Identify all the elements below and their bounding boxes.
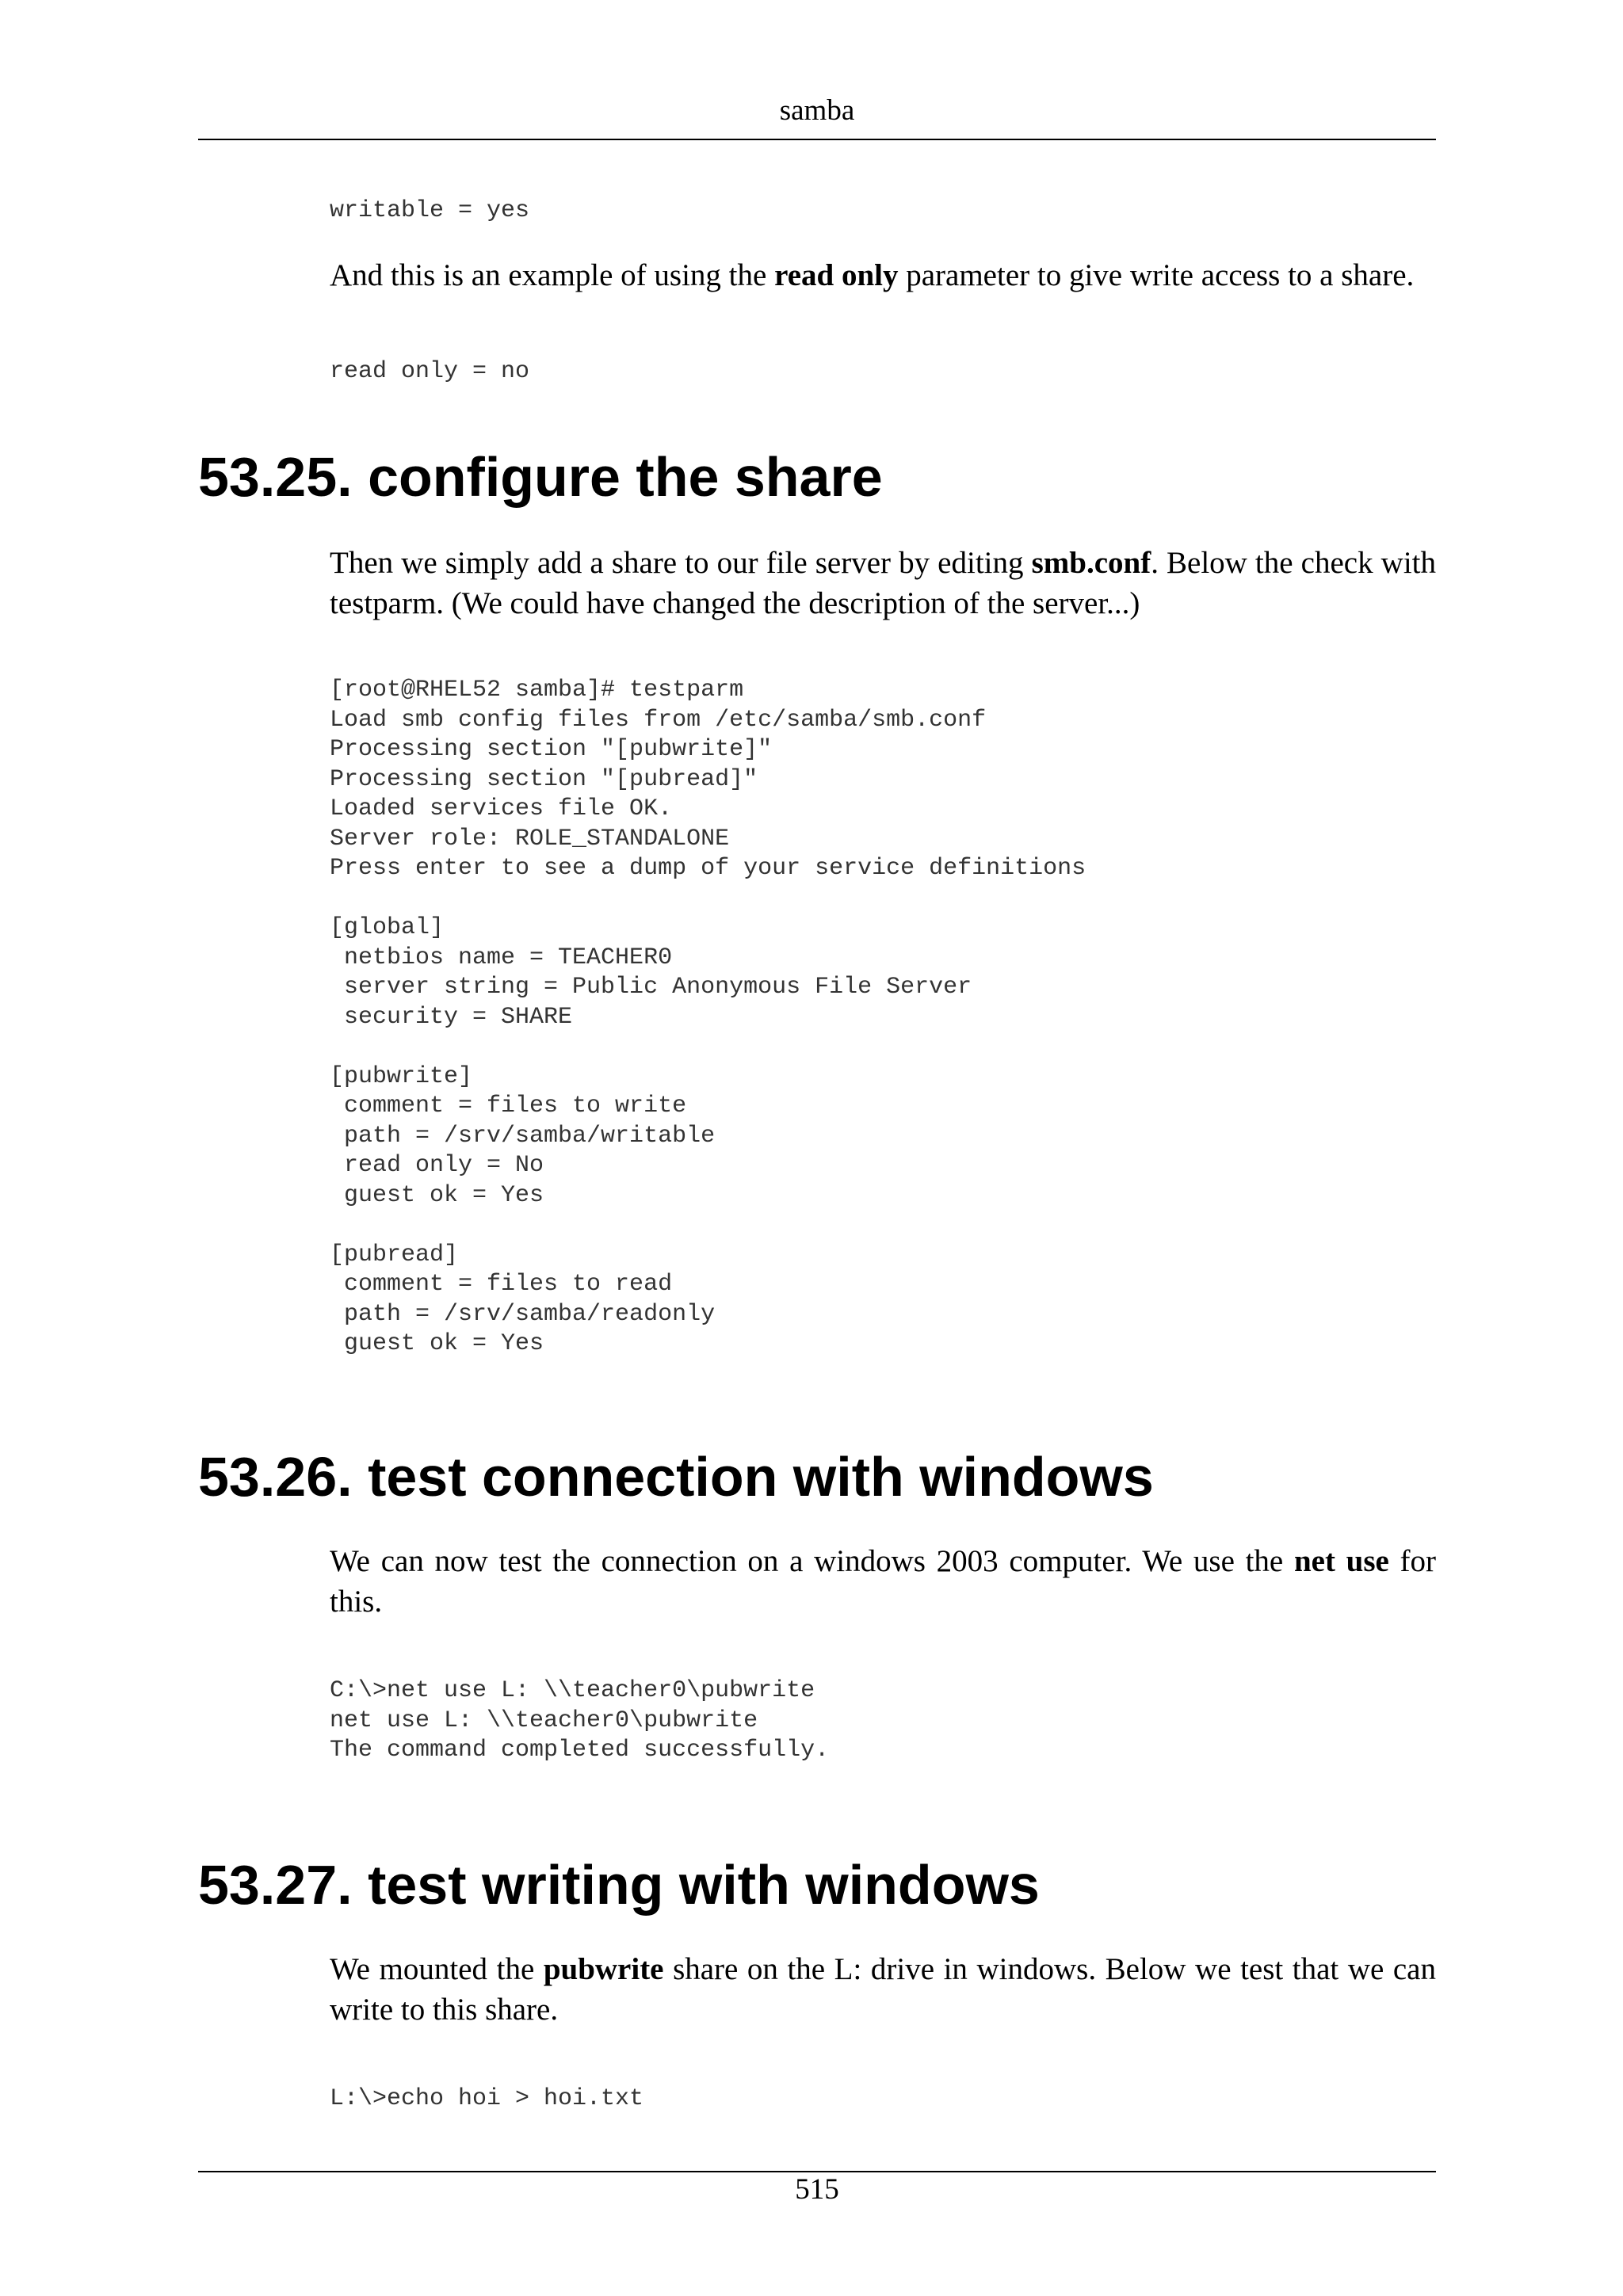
code-line: netbios name = TEACHER0 bbox=[330, 944, 673, 971]
code-line: C:\>net use L: \\teacher0\pubwrite bbox=[330, 1677, 815, 1704]
bold-term: read only bbox=[774, 258, 899, 292]
code-block-writable bbox=[330, 196, 1436, 227]
code-line: read only = no bbox=[330, 358, 530, 385]
text-run: . Below the check with testparm. (We could have changed the description of the server...) bbox=[330, 546, 1437, 620]
running-header: samba bbox=[779, 94, 855, 127]
code-block-echo bbox=[330, 2084, 1436, 2115]
code-block-read-only bbox=[330, 357, 1436, 387]
bold-term: net use bbox=[1293, 1544, 1389, 1578]
code-line: The command completed successfully. bbox=[330, 1737, 830, 1764]
code-line: path = /srv/samba/readonly bbox=[330, 1300, 716, 1328]
code-line: security = SHARE bbox=[330, 1003, 573, 1031]
text-run: We mounted the bbox=[330, 1952, 544, 1986]
text-run: parameter to give write access to a share. bbox=[898, 258, 1415, 292]
code-line bbox=[330, 1211, 1436, 1241]
code-line: path = /srv/samba/writable bbox=[330, 1122, 716, 1150]
code-line: L:\>echo hoi > hoi.txt bbox=[330, 2085, 644, 2112]
text-run: Then we simply add a share to our file server by editing bbox=[330, 546, 1032, 580]
text-run: for this. bbox=[330, 1544, 1437, 1619]
text-run: share on the L: drive in windows. Below we test that we can write to this share. bbox=[330, 1952, 1436, 2027]
paragraph-configure-share bbox=[330, 543, 1436, 624]
bold-term: pubwrite bbox=[543, 1952, 664, 1986]
code-block-net-use bbox=[330, 1676, 1436, 1766]
paragraph-test-connection bbox=[330, 1541, 1436, 1622]
code-line: comment = files to read bbox=[330, 1271, 673, 1298]
code-line: Loaded services file OK. bbox=[330, 795, 673, 822]
code-line: comment = files to write bbox=[330, 1093, 687, 1119]
text-run: And this is an example of using the bbox=[330, 258, 775, 292]
code-line: [pubwrite] bbox=[330, 1062, 473, 1090]
code-line: [global] bbox=[330, 914, 445, 941]
code-line: server string = Public Anonymous File Server bbox=[330, 974, 972, 1001]
code-line: Processing section "[pubread]" bbox=[330, 765, 758, 793]
code-line: read only = No bbox=[330, 1152, 544, 1179]
code-line: [root@RHEL52 samba]# testparm bbox=[330, 677, 744, 704]
code-line bbox=[330, 1032, 1436, 1062]
code-line: writable = yes bbox=[330, 197, 530, 224]
section-heading-53-25: 53.25. configure the share bbox=[198, 446, 883, 508]
bold-term: smb.conf bbox=[1031, 546, 1151, 580]
code-line: guest ok = Yes bbox=[330, 1181, 544, 1209]
code-block-testparm bbox=[330, 676, 1436, 1360]
code-line: guest ok = Yes bbox=[330, 1330, 544, 1357]
code-line: net use L: \\teacher0\pubwrite bbox=[330, 1707, 758, 1734]
code-line: Press enter to see a dump of your service definitions bbox=[330, 855, 1086, 882]
paragraph-read-only-example bbox=[330, 255, 1436, 296]
code-line bbox=[330, 884, 1436, 914]
section-heading-53-27: 53.27. test writing with windows bbox=[198, 1854, 1040, 1916]
text-run: We can now test the connection on a windows 2003 computer. We use the bbox=[330, 1544, 1294, 1578]
code-line: Processing section "[pubwrite]" bbox=[330, 736, 773, 763]
code-line: [pubread] bbox=[330, 1241, 459, 1268]
paragraph-test-writing bbox=[330, 1949, 1436, 2030]
code-line: Server role: ROLE_STANDALONE bbox=[330, 825, 730, 852]
section-heading-53-26: 53.26. test connection with windows bbox=[198, 1446, 1154, 1508]
page-number: 515 bbox=[795, 2173, 839, 2206]
code-line: Load smb config files from /etc/samba/smb.conf bbox=[330, 706, 987, 734]
